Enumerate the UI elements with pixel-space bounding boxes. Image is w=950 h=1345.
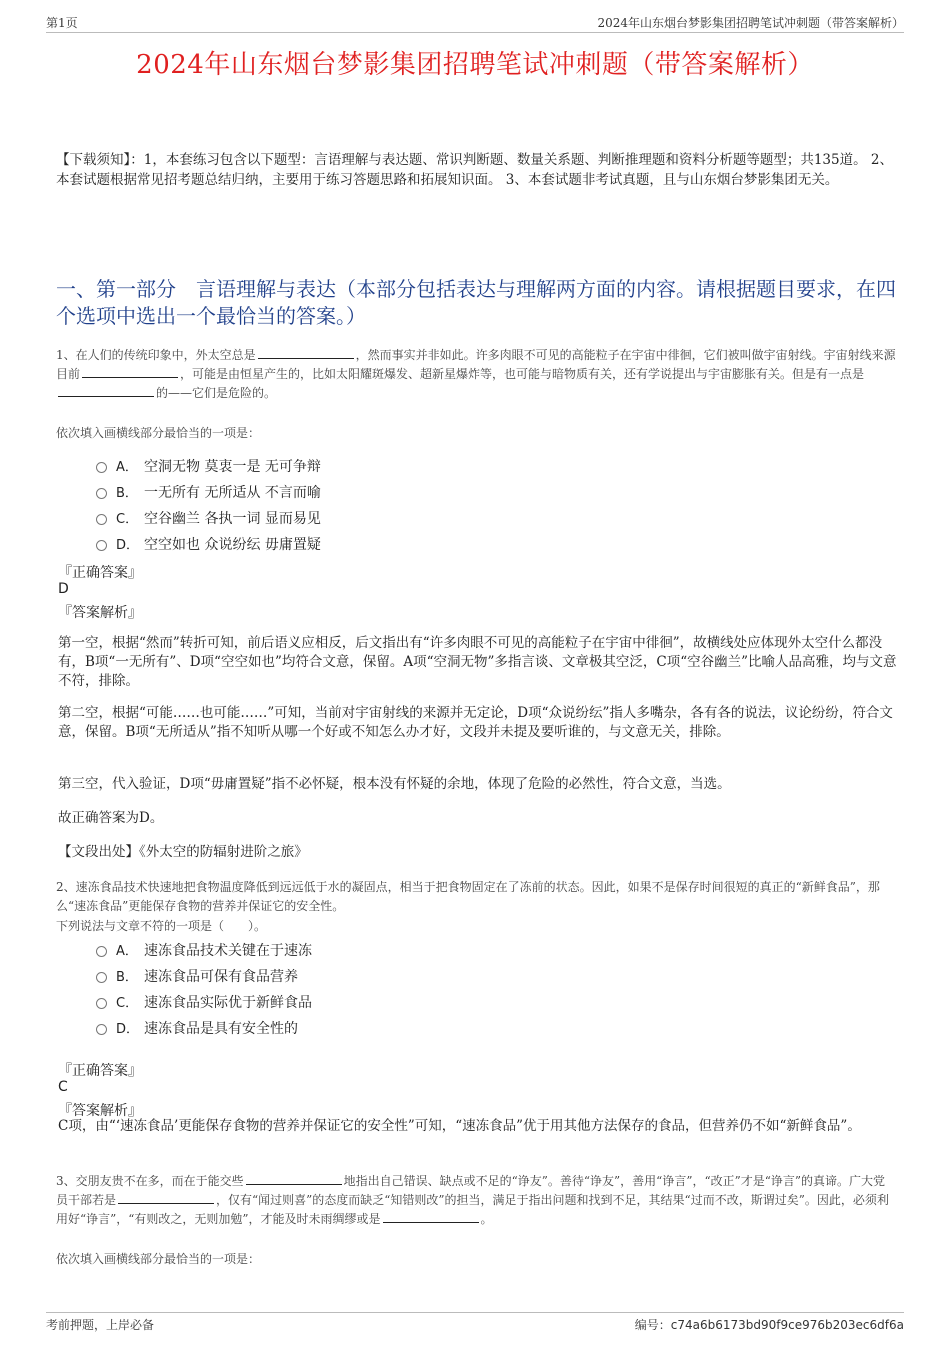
- analysis-label: 『答案解析』: [58, 605, 142, 621]
- footer-slogan: 考前押题，上岸必备: [46, 1318, 155, 1332]
- analysis-paragraph: C项，由“‘速冻食品’更能保存食物的营养并保证它的安全性”可知，“速冻食品”优于用其他方法保存的食品，但营养仍不如“新鲜食品”。: [58, 1118, 861, 1134]
- radio-icon[interactable]: [96, 488, 107, 499]
- document-code: 编号：c74a6b6173bd90f9ce976b203ec6df6a: [634, 1318, 904, 1332]
- correct-answer: D: [58, 581, 69, 597]
- radio-icon[interactable]: [96, 514, 107, 525]
- radio-icon[interactable]: [96, 946, 107, 957]
- option-b[interactable]: B． 一无所有 无所适从 不言而喻: [96, 482, 321, 502]
- option-c[interactable]: C． 空谷幽兰 各执一词 显而易见: [96, 508, 321, 528]
- fill-blank: [58, 384, 154, 397]
- section-title: 一、第一部分 言语理解与表达（本部分包括表达与理解两方面的内容。请根据题目要求，在四个选项中选出一个最恰当的答案。）: [56, 277, 896, 328]
- fill-blank: [383, 1210, 479, 1223]
- question-1-stem: 1、在人们的传统印象中，外太空总是 ，然而事实并非如此。许多肉眼不可见的高能粒子在宇宙中徘徊，它们被叫做宇宙射线。宇宙射线来源目前 ，可能是由恒星产生的，比如太阳耀斑爆发、超新星爆炸等，也可能与暗物质有关，还有学说提出与宇宙膨胀有关。但是有一点是的——它们是危险的。: [56, 348, 896, 400]
- option-a[interactable]: A． 空洞无物 莫衷一是 无可争辩: [96, 456, 321, 476]
- fill-blank: [258, 346, 354, 359]
- passage-source: 【文段出处】《外太空的防辐射进阶之旅》: [58, 844, 308, 860]
- correct-answer-label: 『正确答案』: [58, 1063, 142, 1079]
- radio-icon[interactable]: [96, 998, 107, 1009]
- option-d[interactable]: D． 空空如也 众说纷纭 毋庸置疑: [96, 534, 321, 554]
- analysis-paragraph: 第三空，代入验证，D项“毋庸置疑”指不必怀疑，根本没有怀疑的余地，体现了危险的必然性，符合文意，当选。: [58, 776, 731, 792]
- header-doc-title: 2024年山东烟台梦影集团招聘笔试冲刺题（带答案解析）: [597, 16, 904, 30]
- radio-icon[interactable]: [96, 540, 107, 551]
- document-title: 2024年山东烟台梦影集团招聘笔试冲刺题（带答案解析）: [136, 50, 814, 80]
- fill-blank: [82, 365, 178, 378]
- correct-answer-label: 『正确答案』: [58, 565, 142, 581]
- fill-blank: [118, 1191, 214, 1204]
- page-number: 第1页: [46, 16, 78, 30]
- radio-icon[interactable]: [96, 972, 107, 983]
- download-notice: 【下载须知】：1，本套练习包含以下题型：言语理解与表达题、常识判断题、数量关系题、判断推理题和资料分析题等题型；共135道。 2、本套试题根据常见招考题总结归纳，主要用于练习答题思路和拓展知识面。 3、本套试题非考试真题，且与山东烟台梦影集团无关。: [56, 152, 893, 188]
- question-2-prompt: 下列说法与文章不符的一项是（ ）。: [56, 919, 267, 933]
- analysis-label: 『答案解析』: [58, 1103, 142, 1119]
- radio-icon[interactable]: [96, 1024, 107, 1035]
- analysis-paragraph: 第一空，根据“然而”转折可知，前后语义应相反，后文指出有“许多肉眼不可见的高能粒子在宇宙中徘徊”，故横线处应体现外太空什么都没有，B项“一无所有”、D项“空空如也”均符合文意，保留。A项“空洞无物”多指言谈、文章极其空泛，C项“空谷幽兰”比喻人品高雅，均与文意不符，排除。: [58, 635, 897, 689]
- question-3-stem: 3、交朋友贵不在多，而在于能交些 地指出自己错误、缺点或不足的“诤友”。善待“诤友”，善用“诤言”，“改正”才是“诤言”的真谛。广大党员干部若是 ，仅有“闻过则喜”的态度而缺乏“知错则改”的担当，满足于指出问题和找到不足，其结果“过而不改，斯谓过矣”。因此，必须利用好“诤言”，“有则改之，无则加勉”，才能及时未雨绸缪或是 。: [56, 1174, 889, 1226]
- correct-answer: C: [58, 1079, 68, 1095]
- radio-icon[interactable]: [96, 462, 107, 473]
- page-header: [46, 12, 904, 33]
- option-a[interactable]: A． 速冻食品技术关键在于速冻: [96, 940, 312, 960]
- option-d[interactable]: D． 速冻食品是具有安全性的: [96, 1018, 298, 1038]
- page-footer: [46, 1312, 904, 1333]
- option-b[interactable]: B． 速冻食品可保有食品营养: [96, 966, 298, 986]
- option-c[interactable]: C． 速冻食品实际优于新鲜食品: [96, 992, 312, 1012]
- analysis-paragraph: 第二空，根据“可能……也可能……”可知，当前对宇宙射线的来源并无定论，D项“众说纷纭”指人多嘴杂，各有各的说法，议论纷纷，符合文意，保留。B项“无所适从”指不知听从哪一个好或不知怎么办才好，文段并未提及要听谁的，与文意无关，排除。: [58, 705, 893, 740]
- question-1-prompt: 依次填入画横线部分最恰当的一项是：: [56, 426, 261, 440]
- question-2-stem: 2、速冻食品技术快速地把食物温度降低到远远低于水的凝固点，相当于把食物固定在了冻前的状态。因此，如果不是保存时间很短的真正的“新鲜食品”，那么“速冻食品”更能保存食物的营养并保证它的安全性。: [56, 880, 880, 913]
- analysis-conclusion: 故正确答案为D。: [58, 810, 164, 826]
- question-3-prompt: 依次填入画横线部分最恰当的一项是：: [56, 1252, 261, 1266]
- fill-blank: [246, 1172, 342, 1185]
